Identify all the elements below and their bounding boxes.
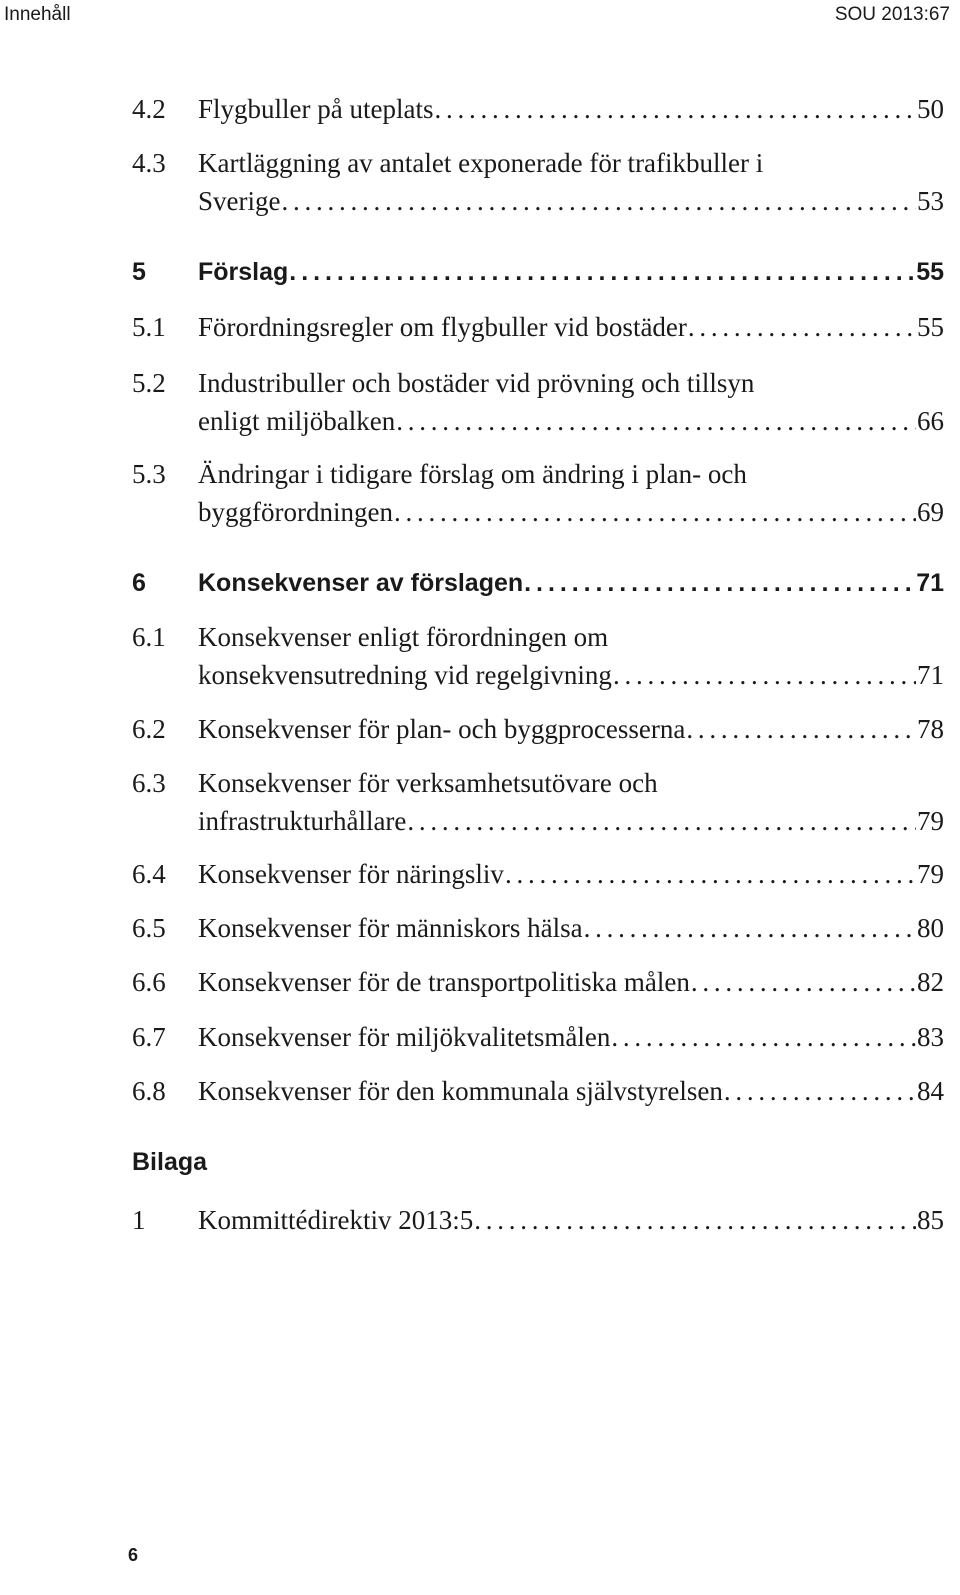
- toc-entry-6-8[interactable]: [0, 1074, 960, 1108]
- toc-title-continued: byggförordningen: [198, 497, 393, 527]
- toc-page: 79: [917, 806, 944, 836]
- toc-number: 6.3: [132, 768, 166, 798]
- toc-page: 85: [917, 1205, 944, 1235]
- toc-number: 5.1: [132, 312, 166, 342]
- toc-title: Konsekvenser för miljökvalitetsmålen: [198, 1022, 611, 1052]
- toc-title: Konsekvenser för den kommunala självstyrelsen: [198, 1076, 723, 1106]
- dot-leader: [396, 404, 916, 438]
- toc-entry-5-2-line1[interactable]: [0, 366, 960, 400]
- toc-chapter-5[interactable]: [0, 255, 960, 289]
- toc-title: Konsekvenser för verksamhetsutövare och: [198, 768, 658, 798]
- dot-leader: [584, 911, 916, 945]
- toc-number: 5.2: [132, 368, 166, 398]
- toc-chapter-6[interactable]: [0, 566, 960, 600]
- dot-leader: [505, 857, 916, 891]
- toc-title-continued: Sverige: [198, 186, 281, 216]
- toc-chapter-number: 6: [132, 569, 146, 597]
- toc-page: 53: [917, 186, 944, 216]
- dot-leader: [474, 1203, 916, 1237]
- toc-page: 71: [917, 660, 944, 690]
- toc-number: 4.3: [132, 148, 166, 178]
- dot-leader: [613, 658, 916, 692]
- toc-chapter-number: 5: [132, 258, 146, 286]
- dot-leader: [688, 310, 916, 344]
- toc-page: 80: [917, 913, 944, 943]
- toc-entry-4-3-line2[interactable]: [0, 184, 960, 218]
- toc-entry-6-3-line1[interactable]: [0, 766, 960, 800]
- toc-title: Konsekvenser för de transportpolitiska målen: [198, 967, 690, 997]
- toc-page: 84: [917, 1076, 944, 1106]
- dot-leader: [724, 1074, 916, 1108]
- toc-entry-4-2[interactable]: [0, 92, 960, 126]
- toc-number: 6.1: [132, 622, 166, 652]
- appendix-heading: Bilaga: [132, 1148, 208, 1176]
- toc-page: 69: [917, 497, 944, 527]
- dot-leader: [407, 804, 916, 838]
- toc-entry-5-1[interactable]: [0, 310, 960, 344]
- toc-page: 82: [917, 967, 944, 997]
- toc-entry-5-3-line1[interactable]: [0, 457, 960, 491]
- toc-number: 6.8: [132, 1076, 166, 1106]
- toc-page: 55: [917, 312, 944, 342]
- toc-page: 79: [917, 859, 944, 889]
- toc-chapter-title: Förslag: [198, 258, 289, 286]
- dot-leader: [691, 965, 916, 999]
- toc-entry-6-2[interactable]: [0, 712, 960, 746]
- toc-page: 83: [917, 1022, 944, 1052]
- toc-title: Konsekvenser enligt förordningen om: [198, 622, 609, 652]
- running-header-right: SOU 2013:67: [834, 4, 950, 25]
- toc-entry-6-1-line1[interactable]: [0, 620, 960, 654]
- toc-title-continued: infrastrukturhållare: [198, 806, 407, 836]
- toc-title: Ändringar i tidigare förslag om ändring i plan- och: [198, 459, 747, 489]
- toc-appendix-1[interactable]: [0, 1203, 960, 1237]
- dot-leader: [289, 255, 915, 289]
- toc-entry-6-4[interactable]: [0, 857, 960, 891]
- toc-page: 55: [916, 258, 944, 286]
- toc-number: 6.4: [132, 859, 166, 889]
- toc-title: Kartläggning av antalet exponerade för trafikbuller i: [198, 148, 764, 178]
- toc-title: Konsekvenser för människors hälsa: [198, 913, 583, 943]
- toc-title-continued: konsekvensutredning vid regelgivning: [198, 660, 612, 690]
- dot-leader: [524, 566, 915, 600]
- toc-entry-6-1-line2[interactable]: [0, 658, 960, 692]
- dot-leader: [394, 495, 916, 529]
- page-number: 6: [128, 1545, 139, 1565]
- toc-entry-5-3-line2[interactable]: [0, 495, 960, 529]
- toc-number: 4.2: [132, 94, 166, 124]
- toc-entry-5-2-line2[interactable]: [0, 404, 960, 438]
- dot-leader: [611, 1020, 916, 1054]
- toc-number: 6.5: [132, 913, 166, 943]
- toc-title: Förordningsregler om flygbuller vid bostäder: [198, 312, 687, 342]
- toc-title: Industribuller och bostäder vid prövning och tillsyn: [198, 368, 755, 398]
- toc-page: 71: [916, 569, 944, 597]
- toc-page: 78: [917, 714, 944, 744]
- dot-leader: [281, 184, 916, 218]
- toc-entry-6-6[interactable]: [0, 965, 960, 999]
- toc-title: Konsekvenser för näringsliv: [198, 859, 504, 889]
- toc-chapter-title: Konsekvenser av förslagen: [198, 569, 524, 597]
- toc-page: 66: [917, 406, 944, 436]
- toc-number: 5.3: [132, 459, 166, 489]
- toc-number: 1: [132, 1205, 146, 1235]
- toc-number: 6.2: [132, 714, 166, 744]
- dot-leader: [434, 92, 916, 126]
- toc-title: Flygbuller på uteplats: [198, 94, 434, 124]
- toc-number: 6.6: [132, 967, 166, 997]
- toc-title: Konsekvenser för plan- och byggprocesserna: [198, 714, 686, 744]
- running-header-left: Innehåll: [4, 4, 71, 25]
- toc-entry-4-3-line1[interactable]: [0, 146, 960, 180]
- toc-title: Kommittédirektiv 2013:5: [198, 1205, 474, 1235]
- toc-title-continued: enligt miljöbalken: [198, 406, 396, 436]
- dot-leader: [686, 712, 916, 746]
- toc-number: 6.7: [132, 1022, 166, 1052]
- toc-page: 50: [917, 94, 944, 124]
- toc-entry-6-3-line2[interactable]: [0, 804, 960, 838]
- toc-entry-6-7[interactable]: [0, 1020, 960, 1054]
- toc-entry-6-5[interactable]: [0, 911, 960, 945]
